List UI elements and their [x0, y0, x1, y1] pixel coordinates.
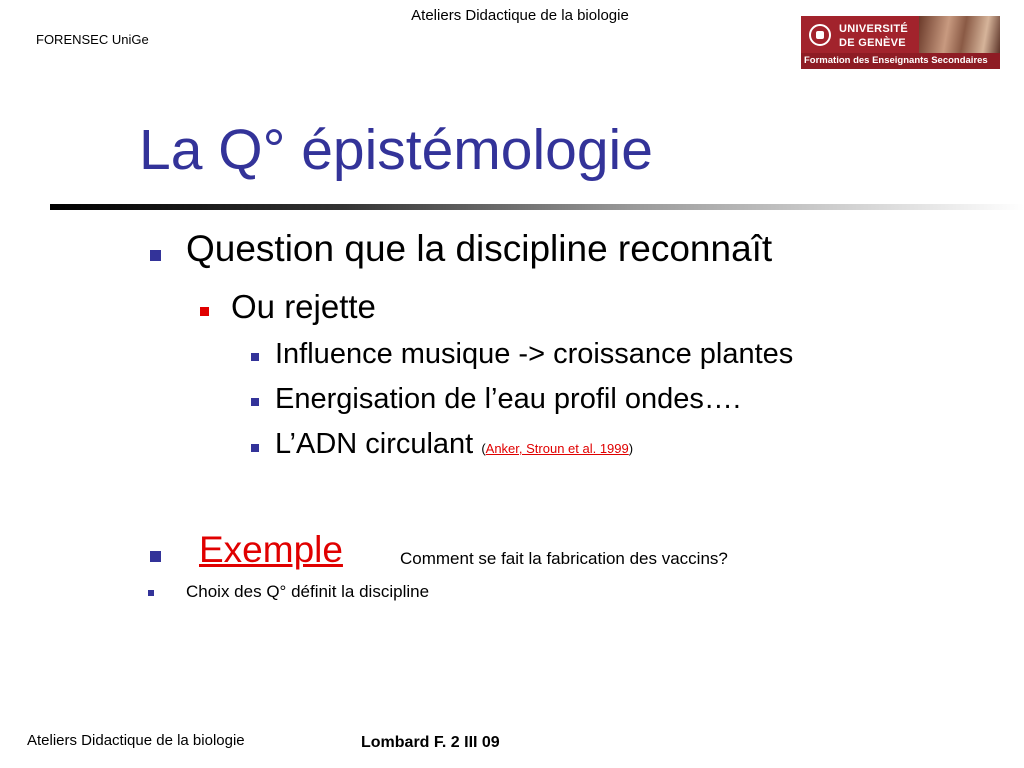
example-heading[interactable] [199, 529, 343, 571]
bullet-level3-adn [275, 428, 633, 461]
bullet-level3: Influence musique -> croissance plantes [275, 338, 794, 370]
logo-band: Formation des Enseignants Secondaires [801, 53, 1000, 69]
bullet-square-icon [251, 353, 259, 361]
bullet-text: L’ADN circulant [275, 428, 482, 460]
bullet-level2: Ou rejette [231, 288, 376, 325]
slide-title: La Q° épistémologie [139, 118, 653, 182]
bullet-small: Choix des Q° définit la discipline [186, 582, 430, 601]
university-logo [801, 16, 1000, 69]
bullet-square-icon [251, 398, 259, 406]
bullet-square-icon [200, 307, 209, 316]
example-label[interactable]: Exemple [199, 529, 343, 570]
reference-link[interactable]: Anker, Stroun et al. 1999 [485, 441, 629, 456]
paren-open: ( [481, 441, 486, 456]
logo-line1: UNIVERSITÉ [839, 23, 909, 35]
logo-line2: DE GENÈVE [839, 37, 906, 49]
header-org: FORENSEC UniGe [36, 32, 149, 47]
paren-close: ) [628, 441, 634, 456]
bullet-square-icon [148, 590, 154, 596]
bullet-level3: Energisation de l’eau profil ondes…. [275, 383, 741, 415]
bullet-square-icon [150, 250, 161, 261]
logo-photo [919, 16, 1000, 53]
footer-course: Ateliers Didactique de la biologie [27, 732, 245, 749]
bullet-square-icon [251, 444, 259, 452]
bullet-square-icon [150, 551, 161, 562]
title-divider [50, 204, 1024, 210]
example-question: Comment se fait la fabrication des vaccins? [400, 549, 728, 568]
crest-icon [809, 24, 831, 46]
header-title: Ateliers Didactique de la biologie [411, 7, 629, 24]
bullet-level1: Question que la discipline reconnaît [186, 228, 773, 269]
footer-author-date: Lombard F. 2 III 09 [361, 734, 500, 751]
